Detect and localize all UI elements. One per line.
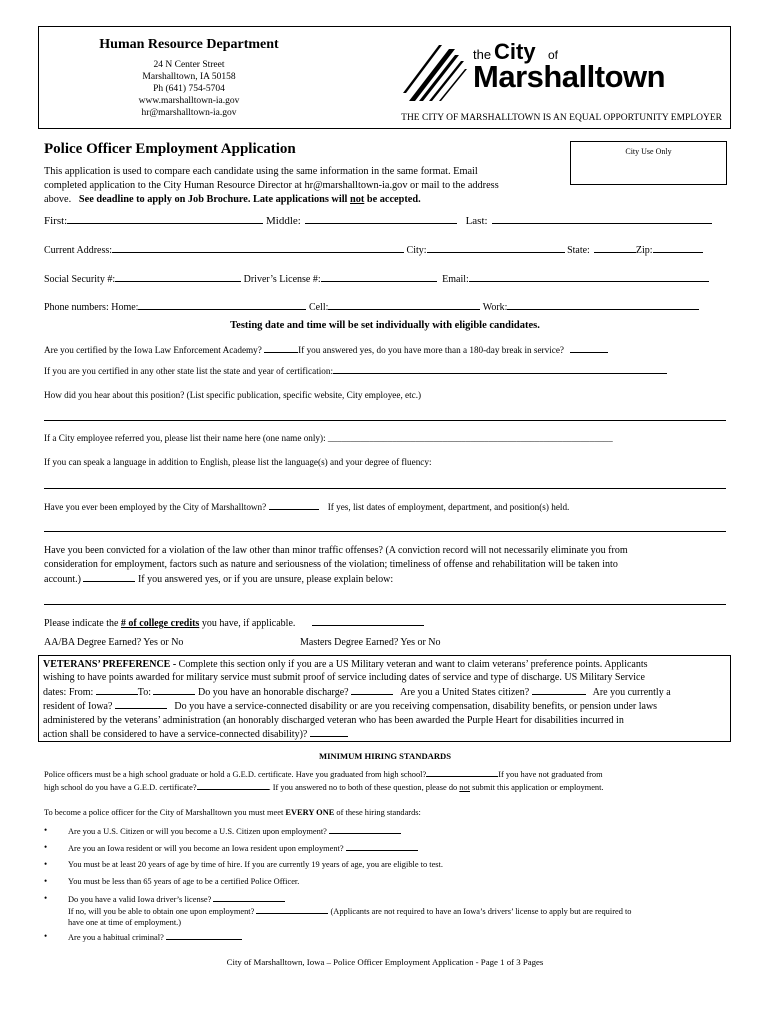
standard-text: Are you a habitual criminal? [68,933,164,942]
employed-answer-field[interactable] [269,500,319,510]
veterans-line: Complete this section only if you are a US Military veteran and want to claim veterans’ preference points. Applicants [176,659,648,670]
standards-intro [44,808,728,817]
masters-question[interactable]: Masters Degree Earned? Yes or No [300,637,441,648]
other-state-field[interactable] [333,364,667,374]
veterans-dates-line [43,685,727,699]
ged-row [44,781,728,792]
employed-question: Have you ever been employed by the City of Marshalltown? [44,502,267,512]
conviction-explain-field[interactable] [44,604,726,605]
license-field[interactable] [321,271,437,282]
criminal-answer-field[interactable] [166,931,242,940]
certified-question: Are you certified by the Iowa Law Enforcement Academy? [44,345,262,355]
high-school-row [44,768,728,779]
address-line: Marshalltown, IA 50158 [142,72,236,82]
other-state-question: If you are you certified in any other state list the state and year of certification: [44,366,334,376]
standard-text: Are you a U.S. Citizen or will you become a U.S. Citizen upon employment? [68,827,327,836]
home-phone-label: Phone numbers: Home: [44,302,139,313]
conviction-paragraph [44,544,726,587]
veterans-line: wishing to have points awarded for military service must submit proof of service including dates of service and type of discharge. US Military Service [43,672,645,684]
ssn-label: Social Security #: [44,274,116,285]
page-footer: City of Marshalltown, Iowa – Police Officer Employment Application - Page 1 of 3 Pages [226,957,544,967]
veterans-preference-box [38,655,731,742]
id-row [44,271,728,285]
hear-about-question: How did you hear about this position? (List specific publication, specific website, City employee, etc.) [44,390,422,400]
conviction-account-text: account.) [44,574,81,585]
service-to-field[interactable] [153,685,195,695]
intro-line: completed application to the City Human Resource Director at hr@marshalltown-ia.gov or mail to the address [44,180,499,191]
bullet-icon: • [44,825,48,835]
hear-about-field[interactable] [44,420,726,421]
logo-city-text: City [494,39,536,64]
referred-question[interactable]: If a City employee referred you, please list their name here (one name only): ______________________________________________________________ [44,433,613,443]
email-field[interactable] [469,271,709,282]
certified-row [44,343,728,355]
home-phone-field[interactable] [138,299,306,310]
state-field[interactable] [594,242,636,253]
ged-text-end: submit this application or employment. [470,783,604,792]
intro-text: above. [44,194,72,205]
high-school-field[interactable] [426,768,498,777]
honorable-field[interactable] [351,685,393,695]
service-from-field[interactable] [96,685,138,695]
high-school-text: If you have not graduated from [498,770,603,779]
zip-field[interactable] [653,242,703,253]
honorable-question: Do you have an honorable discharge? [197,686,349,698]
disability-end-text: action shall be considered to have a service-connected disability)? [43,729,308,741]
license-answer-field[interactable] [213,893,285,902]
page-title: Police Officer Employment Application [44,141,296,157]
resident-field[interactable] [115,699,167,709]
veterans-line [43,727,727,741]
cell-phone-field[interactable] [328,299,480,310]
city-logo [401,37,701,107]
veterans-line: administered by the veterans’ administration (an honorably discharged veteran who has been awarded the Purple Heart for disabilities incurred in [43,714,624,726]
work-phone-field[interactable] [507,299,699,310]
logo-the-text: the [473,47,492,62]
intro-line [44,193,564,207]
logo-of-text: of [548,48,559,62]
bullet-icon: • [44,931,48,941]
veterans-line [43,699,727,713]
language-question: If you can speak a language in addition to English, please list the language(s) and your degree of fluency: [44,457,432,467]
veterans-heading: VETERANS’ PREFERENCE - [43,659,177,670]
citizen-question: Are you a United States citizen? [400,686,530,698]
city-label: City: [406,245,427,256]
bullet-icon: • [44,859,48,869]
employed-dates-question: If yes, list dates of employment, department, and position(s) held. [327,502,570,512]
other-state-row [44,364,728,376]
employed-row [44,500,728,512]
logo-name-text: Marshalltown [473,59,666,94]
break-question: If you answered yes, do you have more than a 180-day break in service? [298,345,564,355]
conviction-line [44,572,726,587]
middle-name-field[interactable] [305,213,457,224]
citizen-field[interactable] [532,685,586,695]
conviction-answer-field[interactable] [83,572,135,582]
credits-row [44,616,728,629]
employment-history-field[interactable] [44,531,726,532]
standard-text: Do you have a valid Iowa driver’s license? [68,895,212,904]
zip-label: Zip: [635,245,653,256]
city-field[interactable] [427,242,565,253]
ged-text: . If you answered no to both of these question, please do [268,783,460,792]
standard-text: Are you an Iowa resident or will you become an Iowa resident upon employment? [68,844,344,853]
intro-paragraph [44,165,564,207]
obtain-license-field[interactable] [256,905,328,914]
deadline-text: See deadline to apply on Job Brochure. Late applications will [78,194,350,205]
city-use-only-label: City Use Only [625,147,672,156]
ged-field[interactable] [197,781,269,790]
email-link[interactable]: hr@marshalltown-ia.gov [141,108,237,118]
to-label: To: [137,686,151,698]
resident-question: Are you currently a [592,686,671,698]
standard-text: You must be at least 20 years of age by time of hire. If you are currently 19 years of age, you are eligible to test. [68,860,443,869]
last-name-field[interactable] [492,213,712,224]
state-label: State: [567,245,590,256]
credits-text-end: you have, if applicable. [199,618,296,629]
from-label: dates: From: [43,686,94,698]
deadline-text-end: be accepted. [364,194,421,205]
standard-license [44,893,728,929]
iowa-resident-field[interactable] [346,842,418,851]
credits-emphasis: # of college credits [120,618,200,629]
cell-phone-label: Cell: [308,302,329,313]
department-title: Human Resource Department [99,37,279,52]
standards-intro-text: To become a police officer for the City of Marshalltown you must meet [44,808,286,817]
last-name-label: Last: [465,215,488,227]
logo-swoosh-icon [401,43,471,103]
break-answer-field[interactable] [570,343,608,353]
ssn-field[interactable] [115,271,241,282]
standard-text: You must be less than 65 years of age to be a certified Police Officer. [68,877,300,886]
conviction-line: consideration for employment, factors such as nature and seriousness of the violation; timeliness of offense and rehabilitation will be taken into [44,559,618,570]
phone-row [44,299,728,313]
bullet-icon: • [44,893,48,903]
not-emphasis: not [350,194,365,205]
ged-not: not [459,783,470,792]
conviction-line: Have you been convicted for a violation of the law other than minor traffic offenses? (A conviction record will not necessarily eliminate you from [44,545,628,556]
every-one-emphasis: EVERY ONE [285,808,335,817]
license-label: Driver’s License #: [243,274,321,285]
standard-note: have one at time of employment.) [68,918,182,927]
disability-question: Do you have a service-connected disability or are you receiving compensation, disability benefits, or pension under laws [174,701,658,713]
name-row [44,213,728,227]
phone-line: Ph (641) 754-5704 [153,84,225,94]
standards-heading: MINIMUM HIRING STANDARDS [318,751,452,761]
address-field[interactable] [112,242,404,253]
disability-field[interactable] [310,727,348,737]
testing-note: Testing date and time will be set individually with eligible candidates. [230,320,540,331]
certified-answer-field[interactable] [264,343,298,353]
city-use-only-box [570,141,727,185]
address-line: 24 N Center Street [153,60,225,70]
first-name-label: First: [44,215,68,227]
bullet-icon: • [44,876,48,886]
bullet-icon: • [44,842,48,852]
work-phone-label: Work: [482,302,508,313]
standards-intro-end: of these hiring standards: [334,808,421,817]
high-school-question: Police officers must be a high school graduate or hold a G.E.D. certificate. Have you graduated from high school? [44,770,427,779]
aa-ba-question[interactable]: AA/BA Degree Earned? Yes or No [44,637,184,648]
language-field[interactable] [44,488,726,489]
credits-text: Please indicate the [44,618,121,629]
credits-field[interactable] [312,616,424,626]
resident-label: resident of Iowa? [43,701,113,713]
address-row [44,242,728,256]
standard-note: (Applicants are not required to have an Iowa’s drivers’ license to apply but are required to [330,907,632,916]
eeo-statement: THE CITY OF MARSHALLTOWN IS AN EQUAL OPPORTUNITY EMPLOYER [401,113,722,123]
address-label: Current Address: [44,245,113,256]
standard-text: If no, will you be able to obtain one upon employment? [68,907,255,916]
department-block [39,37,339,119]
middle-name-label: Middle: [265,215,301,227]
degree-row [44,637,728,648]
conviction-explain-text: If you answered yes, or if you are unsure, please explain below: [137,574,394,585]
veterans-text [43,658,727,741]
intro-line: This application is used to compare each candidate using the same information in the same format. Email [44,166,478,177]
citizen-answer-field[interactable] [329,825,401,834]
website-link[interactable]: www.marshalltown-ia.gov [138,96,240,106]
ged-question: high school do you have a G.E.D. certificate? [44,783,197,792]
email-label: Email: [442,274,469,285]
first-name-field[interactable] [67,213,263,224]
letterhead-box [38,26,731,129]
